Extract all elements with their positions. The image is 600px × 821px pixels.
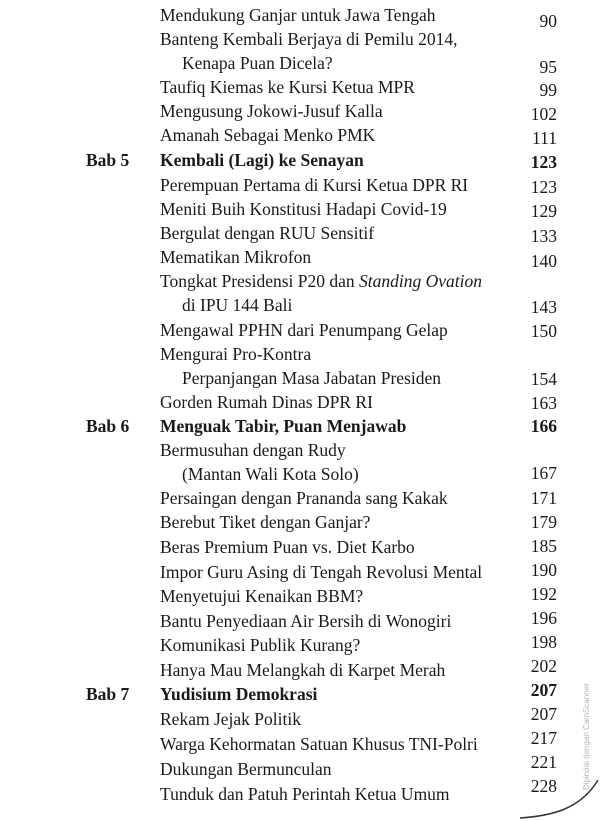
chapter-label: Bab 6 <box>86 416 130 436</box>
toc-entry-title: Bermusuhan dengan Rudy <box>160 440 346 460</box>
toc-entry-title: Mematikan Mikrofon <box>160 247 312 267</box>
toc-entry-title: Warga Kehormatan Satuan Khusus TNI-Polri <box>160 734 478 754</box>
toc-entry-title: Perempuan Pertama di Kursi Ketua DPR RI <box>160 175 469 195</box>
chapter-title: Menguak Tabir, Puan Menjawab <box>160 416 407 436</box>
toc-page-number: 95 <box>539 57 557 77</box>
toc-page-number: 167 <box>530 463 557 483</box>
chapter-page-number: 123 <box>530 152 557 172</box>
toc-page-number: 102 <box>530 104 557 124</box>
toc-page-number: 140 <box>530 251 557 271</box>
toc-entry-title-italic: Standing Ovation <box>359 271 483 291</box>
chapter-page-number: 207 <box>530 680 557 700</box>
toc-page-number: 217 <box>530 728 557 748</box>
toc-page-number: 143 <box>530 297 557 317</box>
toc-page-number: 163 <box>530 393 557 413</box>
toc-entry-title: Tunduk dan Patuh Perintah Ketua Umum <box>160 784 450 804</box>
toc-page-number: 185 <box>530 536 557 556</box>
toc-entry-continuation: Perpanjangan Masa Jabatan Presiden <box>182 368 442 388</box>
toc-page-number: 129 <box>530 201 557 221</box>
toc-entry-title: Persaingan dengan Prananda sang Kakak <box>160 488 448 508</box>
toc-page-number: 133 <box>530 226 557 246</box>
toc-entry-title: Taufiq Kiemas ke Kursi Ketua MPR <box>160 77 415 97</box>
toc-entry-title: Mengurai Pro-Kontra <box>160 344 312 364</box>
toc-entry-title: Impor Guru Asing di Tengah Revolusi Mental <box>160 562 483 582</box>
toc-page-number: 207 <box>530 704 557 724</box>
toc-entry-title: Hanya Mau Melangkah di Karpet Merah <box>160 660 446 680</box>
toc-page-number: 150 <box>530 321 557 341</box>
toc-entry-title: Amanah Sebagai Menko PMK <box>160 125 376 145</box>
toc-page-number: 90 <box>539 11 557 31</box>
page-curl-edge <box>520 780 600 821</box>
toc-entry-title: Dukungan Bermunculan <box>160 759 332 779</box>
toc-entry-title: Mengawal PPHN dari Penumpang Gelap <box>160 320 448 340</box>
scanner-watermark-text: Dipindai dengan CamScanner <box>582 683 591 790</box>
toc-entry-title: Gorden Rumah Dinas DPR RI <box>160 392 373 412</box>
toc-page-number: 221 <box>530 752 557 772</box>
chapter-label: Bab 5 <box>86 150 130 170</box>
toc-entry-title: Mendukung Ganjar untuk Jawa Tengah <box>160 5 436 25</box>
toc-page-number: 179 <box>530 512 557 532</box>
toc-entry-continuation: Kenapa Puan Dicela? <box>182 53 333 73</box>
toc-page-number: 123 <box>530 177 557 197</box>
toc-entry-title: Mengusung Jokowi-Jusuf Kalla <box>160 101 383 121</box>
toc-page-number: 196 <box>530 608 557 628</box>
toc-entry-title: Menyetujui Kenaikan BBM? <box>160 586 364 606</box>
toc-entry-title-line <box>160 270 482 292</box>
toc-entry-title: Berebut Tiket dengan Ganjar? <box>160 512 371 532</box>
chapter-page-number: 166 <box>530 416 557 436</box>
toc-entry-title: Bergulat dengan RUU Sensitif <box>160 223 375 243</box>
toc-entry-continuation: (Mantan Wali Kota Solo) <box>182 464 359 484</box>
toc-page-number: 99 <box>539 80 557 100</box>
toc-page-number: 202 <box>530 656 557 676</box>
toc-page-number: 228 <box>530 776 557 796</box>
toc-page-number: 198 <box>530 632 557 652</box>
toc-entry-title: Meniti Buih Konstitusi Hadapi Covid-19 <box>160 199 447 219</box>
toc-page-number: 192 <box>530 584 557 604</box>
toc-page-number: 171 <box>530 488 557 508</box>
toc-entry-title: Komunikasi Publik Kurang? <box>160 635 361 655</box>
toc-page-number: 190 <box>530 560 557 580</box>
scanner-watermark <box>580 640 594 800</box>
toc-entry-title: Tongkat Presidensi P20 dan <box>160 271 355 291</box>
toc-page-number: 154 <box>530 369 557 389</box>
toc-page-number: 111 <box>532 128 557 148</box>
toc-entry-title: Rekam Jejak Politik <box>160 709 301 729</box>
chapter-title: Yudisium Demokrasi <box>160 684 318 704</box>
toc-entry-title: Bantu Penyediaan Air Bersih di Wonogiri <box>160 611 452 631</box>
toc-entry-title: Banteng Kembali Berjaya di Pemilu 2014, <box>160 29 458 49</box>
toc-entry-title: Beras Premium Puan vs. Diet Karbo <box>160 537 415 557</box>
toc-entry-continuation: di IPU 144 Bali <box>182 295 293 315</box>
chapter-label: Bab 7 <box>86 684 130 704</box>
chapter-title: Kembali (Lagi) ke Senayan <box>160 150 364 170</box>
